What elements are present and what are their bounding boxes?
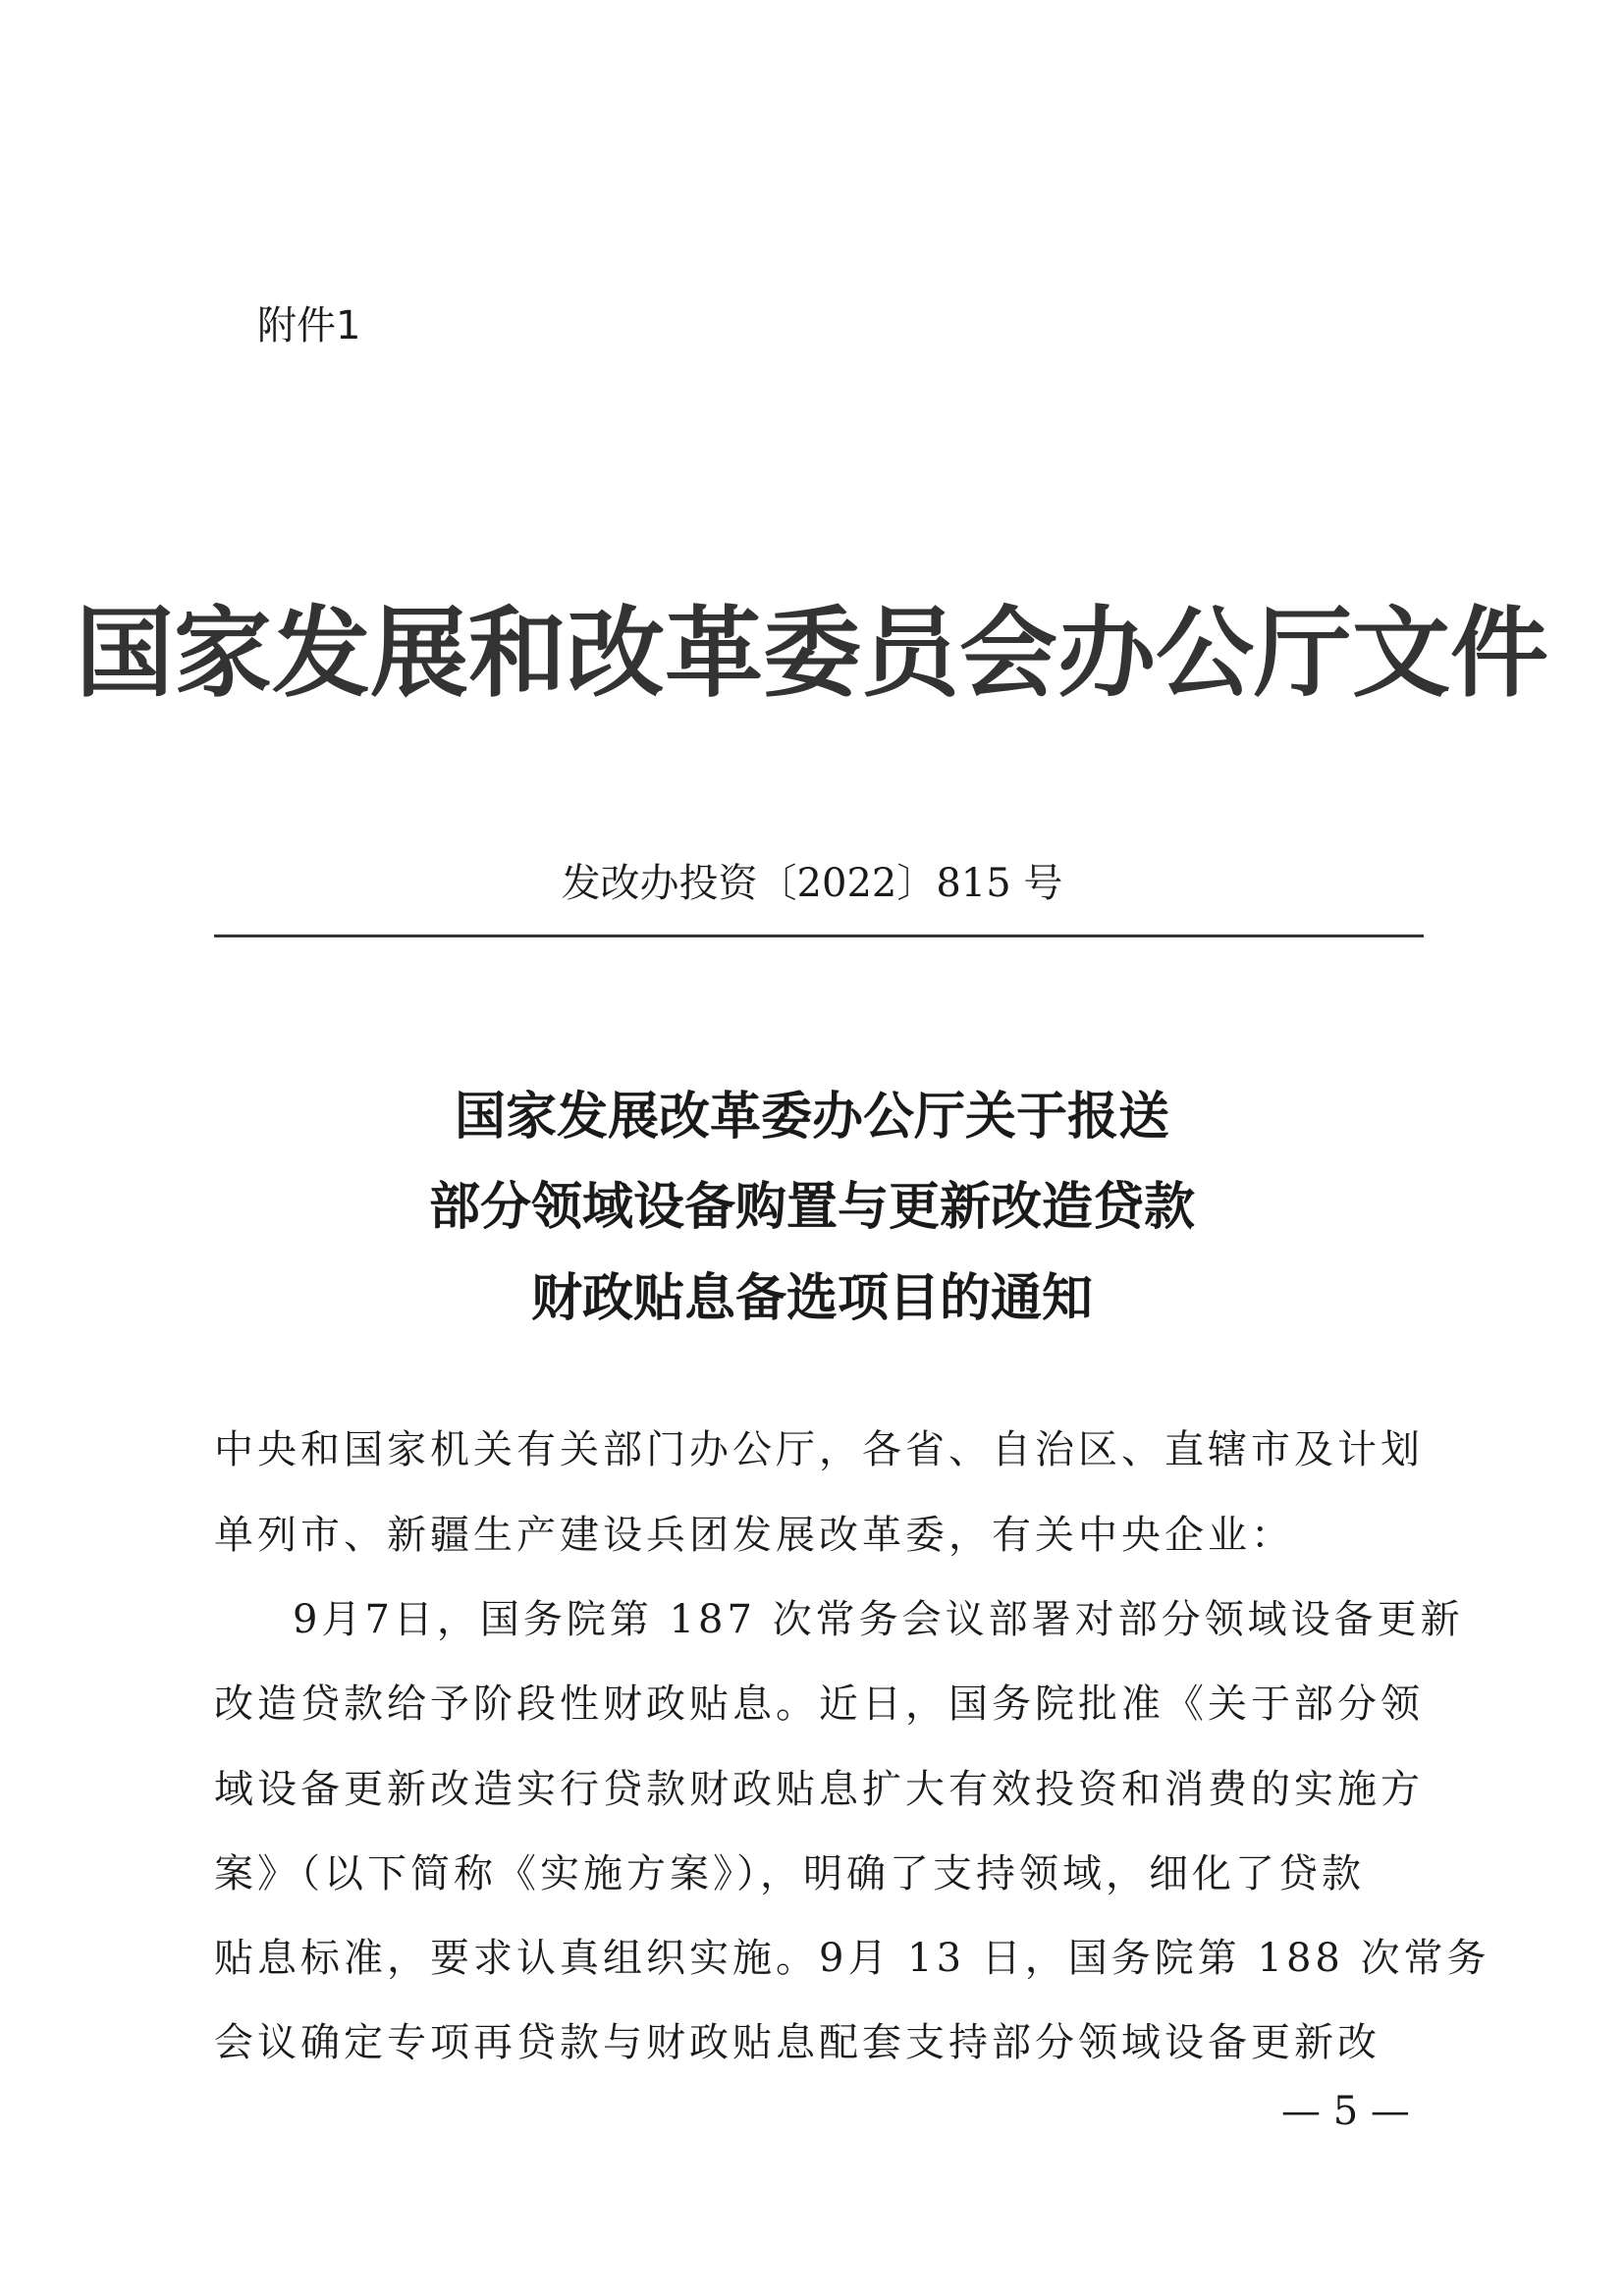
title-line-2: 部分领域设备购置与更新改造贷款 (428, 1178, 1195, 1237)
body-line: 域设备更新改造实行贷款财政贴息扩大有效投资和消费的实施方 (214, 1767, 1424, 1812)
header-divider (214, 934, 1424, 937)
body-line: 贴息标准，要求认真组织实施。9月 13 日，国务院第 188 次常务 (214, 1936, 1490, 1981)
attachment-label: 附件1 (257, 303, 361, 348)
title-line-1: 国家发展改革委办公厅关于报送 (454, 1088, 1169, 1147)
body-line: 单列市、新疆生产建设兵团发展改革委，有关中央企业： (214, 1513, 1294, 1558)
page-number: — 5 — (1281, 2089, 1410, 2134)
body-line: 会议确定专项再贷款与财政贴息配套支持部分领域设备更新改 (214, 2020, 1380, 2065)
body-line: 案》（以下简称《实施方案》），明确了支持领域，细化了贷款 (214, 1851, 1365, 1896)
document-number: 发改办投资〔2022〕815 号 (561, 861, 1063, 906)
body-line: 改造贷款给予阶段性财政贴息。近日，国务院批准《关于部分领 (214, 1682, 1424, 1727)
body-line: 中央和国家机关有关部门办公厅，各省、自治区、直辖市及计划 (214, 1427, 1424, 1472)
title-line-3: 财政贴息备选项目的通知 (530, 1269, 1093, 1328)
body-line: 9月7日，国务院第 187 次常务会议部署对部分领域设备更新 (293, 1597, 1464, 1642)
issuer-header: 国家发展和改革委员会办公厅文件 (76, 595, 1548, 711)
